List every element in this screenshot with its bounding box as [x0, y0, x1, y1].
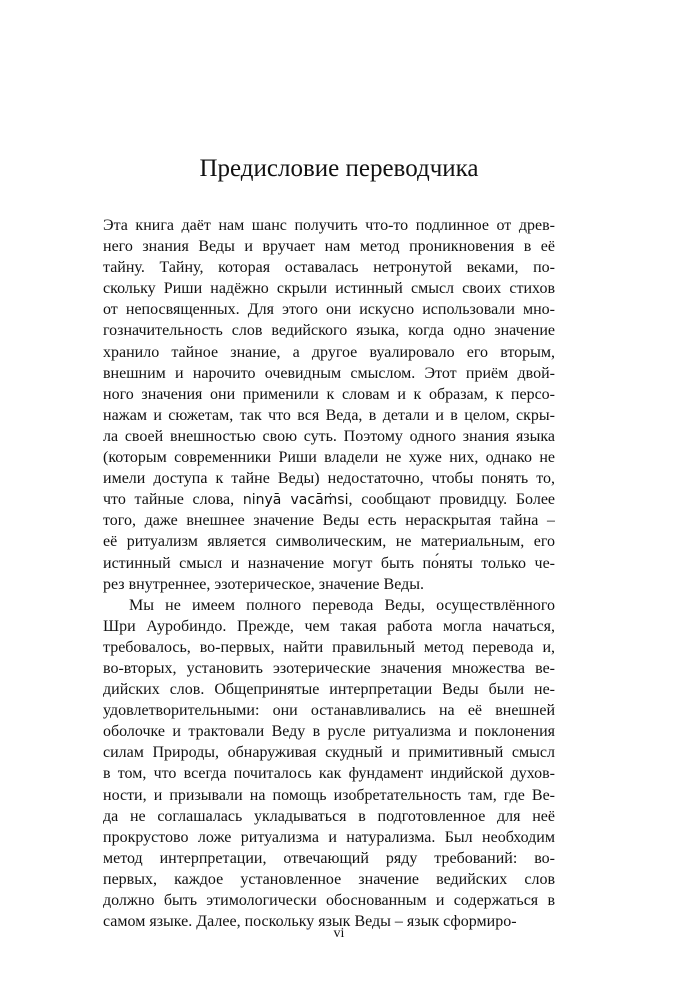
text-line: скольку Риши надёжно скрыли истинный смысл своих стихов	[103, 280, 555, 298]
paragraph-2	[103, 595, 555, 933]
text-line: что тайные слова, ninyā vacāṁsi, сообщают провидцу. Более	[103, 491, 555, 509]
text-line: ла своей внешностью свою суть. Поэтому одного знания языка	[103, 427, 555, 445]
text-line: тайну. Тайну, которая оставалась нетронутой веками, по-	[103, 259, 555, 277]
text-line: него знания Веды и вручает нам метод проникновения в её	[103, 238, 555, 256]
text-line: хранило тайное знание, а другое вуалировало его вторым,	[103, 343, 555, 361]
text-line: имели доступа к тайне Веды) недостаточно, чтобы понять то,	[103, 470, 555, 488]
text-line: первых, каждое установленное значение ведийских слов	[103, 870, 555, 888]
paragraph-1	[103, 215, 555, 595]
text-line: силам Природы, обнаруживая скудный и примитивный смысл	[103, 744, 555, 762]
text-line: от непосвященных. Для этого они искусно использовали мно-	[103, 301, 555, 319]
text-line: рез внутреннее, эзотерическое, значение Веды.	[103, 575, 424, 593]
text-line: ности, и призывали на помощь изобретательность там, где Ве-	[103, 786, 555, 804]
body-text	[103, 215, 555, 932]
text-line: (которым современники Риши владели не хуже них, однако не	[103, 449, 555, 467]
text-line: самом языке. Далее, поскольку язык Веды – язык сформиро-	[103, 913, 517, 931]
text-line: гозначительность слов ведийского языка, когда одно значение	[103, 322, 555, 340]
text-line: дийских слов. Общепринятые интерпретации Веды были не-	[103, 681, 555, 699]
text-line: Эта книга даёт нам шанс получить что-то подлинное от древ-	[103, 217, 555, 234]
text-line: должно быть этимологически обоснованным и содержаться в	[103, 892, 555, 909]
sanskrit-transliteration: ninyā vacāṁsi	[242, 492, 349, 509]
text-line: Мы не имеем полного перевода Веды, осуществлённого	[129, 596, 555, 614]
text-line: в том, что всегда почиталось как фундамент индийской духов-	[103, 765, 555, 783]
text-line: оболочке и трактовали Веду в русле ритуализма и поклонения	[103, 723, 555, 741]
text-line: внешним и нарочито очевидным смыслом. Этот приём двой-	[103, 364, 555, 382]
text-line: Шри Ауробиндо. Прежде, чем такая работа могла начаться,	[103, 617, 555, 635]
text-line: ного значения они применили к словам и к образам, к персо-	[103, 385, 555, 403]
text-line: того, даже внешнее значение Веды есть нераскрытая тайна –	[103, 512, 555, 530]
text-line: её ритуализм является символическим, не материальным, его	[103, 533, 555, 551]
text-line: удовлетворительными: они останавливались на её внешней	[103, 702, 555, 720]
text-line: нажам и сюжетам, так что вся Веда, в детали и в целом, скры-	[103, 406, 555, 424]
text-line: истинный смысл и назначение могут быть по́няты только че-	[103, 554, 555, 572]
page-title: Предисловие переводчика	[199, 155, 479, 182]
page-number: vi	[333, 926, 345, 941]
text-line: да не соглашалась укладываться в подготовленное для неё	[103, 807, 555, 825]
text-line: метод интерпретации, отвечающий ряду требований: во-	[103, 849, 555, 867]
text-line: требовалось, во-первых, найти правильный метод перевода и,	[103, 638, 555, 656]
text-line: прокрустово ложе ритуализма и натурализма. Был необходим	[103, 828, 555, 846]
text-line: во-вторых, установить эзотерические значения множества ве-	[103, 659, 555, 677]
